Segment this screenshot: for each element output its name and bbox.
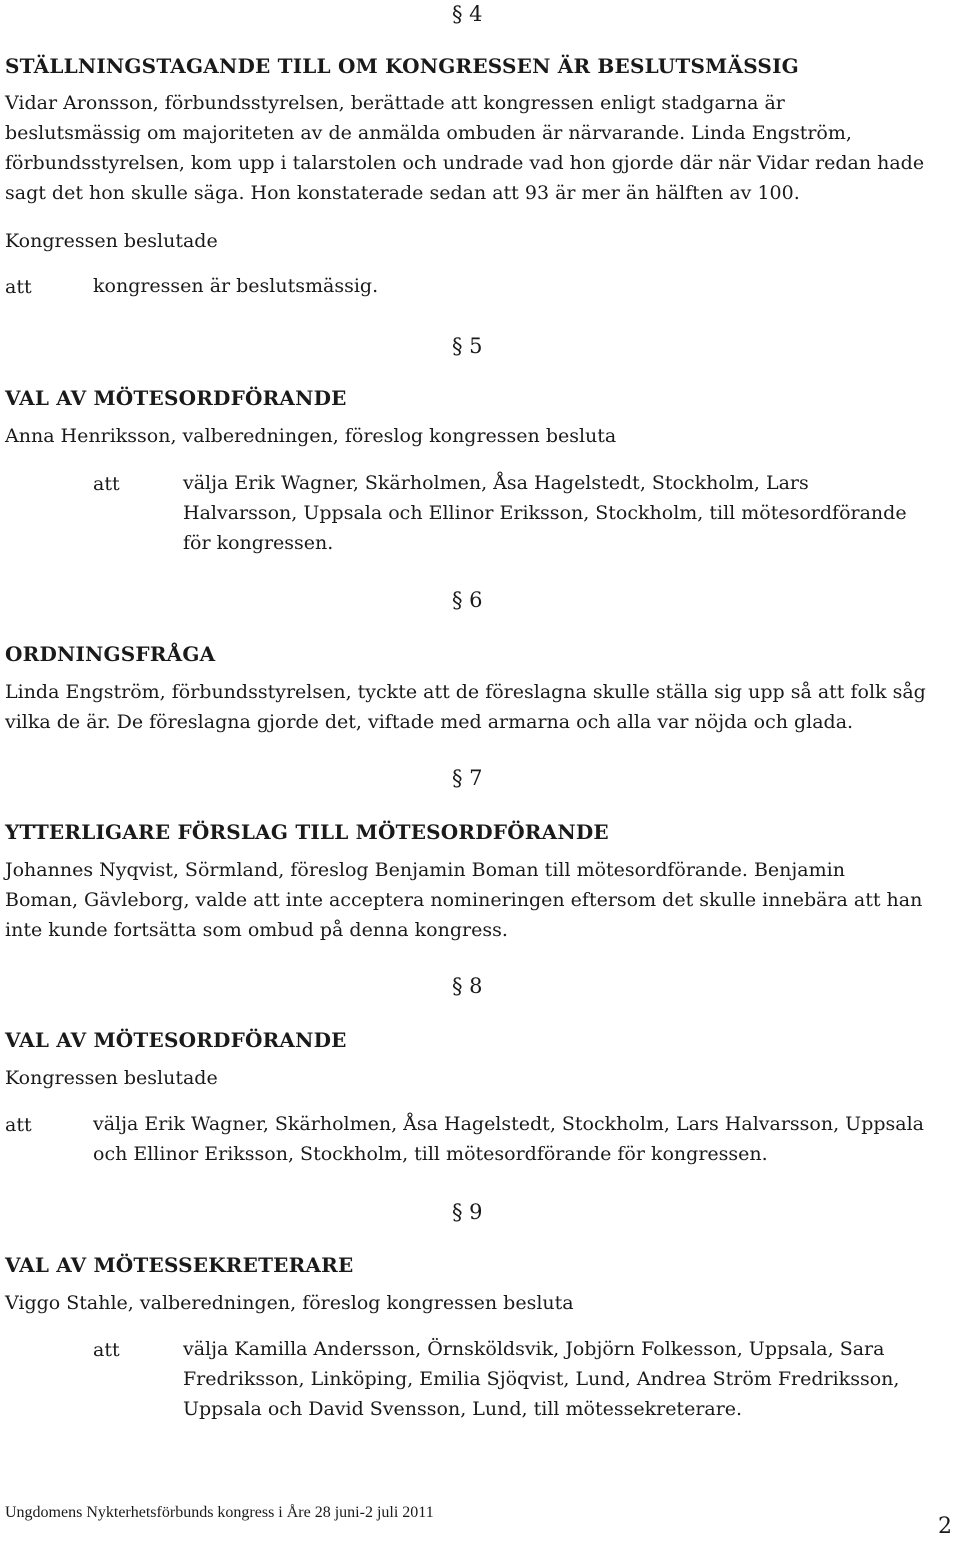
heading-section-5: VAL AV MÖTESORDFÖRANDE <box>5 386 347 410</box>
decision-line: Halvarsson, Uppsala och Ellinor Eriksson, Stockholm, till mötesordförande <box>183 502 907 524</box>
decision-line: för kongressen. <box>183 532 334 554</box>
heading-section-7: YTTERLIGARE FÖRSLAG TILL MÖTESORDFÖRANDE <box>5 820 609 844</box>
att-label: att <box>5 276 32 298</box>
heading-section-8: VAL AV MÖTESORDFÖRANDE <box>5 1028 347 1052</box>
section-number-9: § 9 <box>452 1200 483 1224</box>
decision-intro: Viggo Stahle, valberedningen, föreslog kongressen besluta <box>5 1292 574 1314</box>
body-line: sagt det hon skulle säga. Hon konstaterade sedan att 93 är mer än hälften av 100. <box>5 182 800 204</box>
decision-intro: Kongressen beslutade <box>5 230 218 252</box>
section-number-5: § 5 <box>452 334 483 358</box>
decision-line: kongressen är beslutsmässig. <box>93 275 379 297</box>
heading-section-9: VAL AV MÖTESSEKRETERARE <box>5 1253 354 1277</box>
decision-line: välja Erik Wagner, Skärholmen, Åsa Hagelstedt, Stockholm, Lars Halvarsson, Uppsala <box>93 1113 924 1135</box>
section-number-8: § 8 <box>452 974 483 998</box>
section-number-7: § 7 <box>452 766 483 790</box>
decision-line: och Ellinor Eriksson, Stockholm, till mötesordförande för kongressen. <box>93 1143 768 1165</box>
att-label: att <box>93 473 120 495</box>
section-number-6: § 6 <box>452 588 483 612</box>
heading-section-4: STÄLLNINGSTAGANDE TILL OM KONGRESSEN ÄR BESLUTSMÄSSIG <box>5 54 799 78</box>
decision-line: Fredriksson, Linköping, Emilia Sjöqvist, Lund, Andrea Ström Fredriksson, <box>183 1368 900 1390</box>
att-label: att <box>93 1339 120 1361</box>
body-line: vilka de är. De föreslagna gjorde det, viftade med armarna och alla var nöjda och glada. <box>5 711 854 733</box>
body-line: förbundsstyrelsen, kom upp i talarstolen och undrade vad hon gjorde där när Vidar redan hade <box>5 152 925 174</box>
page-number: 2 <box>938 1514 952 1539</box>
body-line: Vidar Aronsson, förbundsstyrelsen, berättade att kongressen enligt stadgarna är <box>5 92 785 114</box>
decision-intro: Kongressen beslutade <box>5 1067 218 1089</box>
page-footer: Ungdomens Nykterhetsförbunds kongress i Åre 28 juni-2 juli 2011 <box>5 1504 434 1521</box>
decision-line: Uppsala och David Svensson, Lund, till mötessekreterare. <box>183 1398 743 1420</box>
body-line: Boman, Gävleborg, valde att inte acceptera nomineringen eftersom det skulle innebära att han <box>5 889 923 911</box>
decision-line: välja Erik Wagner, Skärholmen, Åsa Hagelstedt, Stockholm, Lars <box>183 472 809 494</box>
section-number-4: § 4 <box>452 2 483 26</box>
decision-intro: Anna Henriksson, valberedningen, föreslog kongressen besluta <box>5 425 617 447</box>
heading-section-6: ORDNINGSFRÅGA <box>5 642 216 666</box>
body-line: Johannes Nyqvist, Sörmland, föreslog Benjamin Boman till mötesordförande. Benjamin <box>5 859 845 881</box>
decision-line: välja Kamilla Andersson, Örnsköldsvik, Jobjörn Folkesson, Uppsala, Sara <box>183 1338 885 1360</box>
att-label: att <box>5 1114 32 1136</box>
body-line: inte kunde fortsätta som ombud på denna kongress. <box>5 919 508 941</box>
body-line: Linda Engström, förbundsstyrelsen, tyckte att de föreslagna skulle ställa sig upp så att folk såg <box>5 681 926 703</box>
body-line: beslutsmässig om majoriteten av de anmälda ombuden är närvarande. Linda Engström, <box>5 122 852 144</box>
